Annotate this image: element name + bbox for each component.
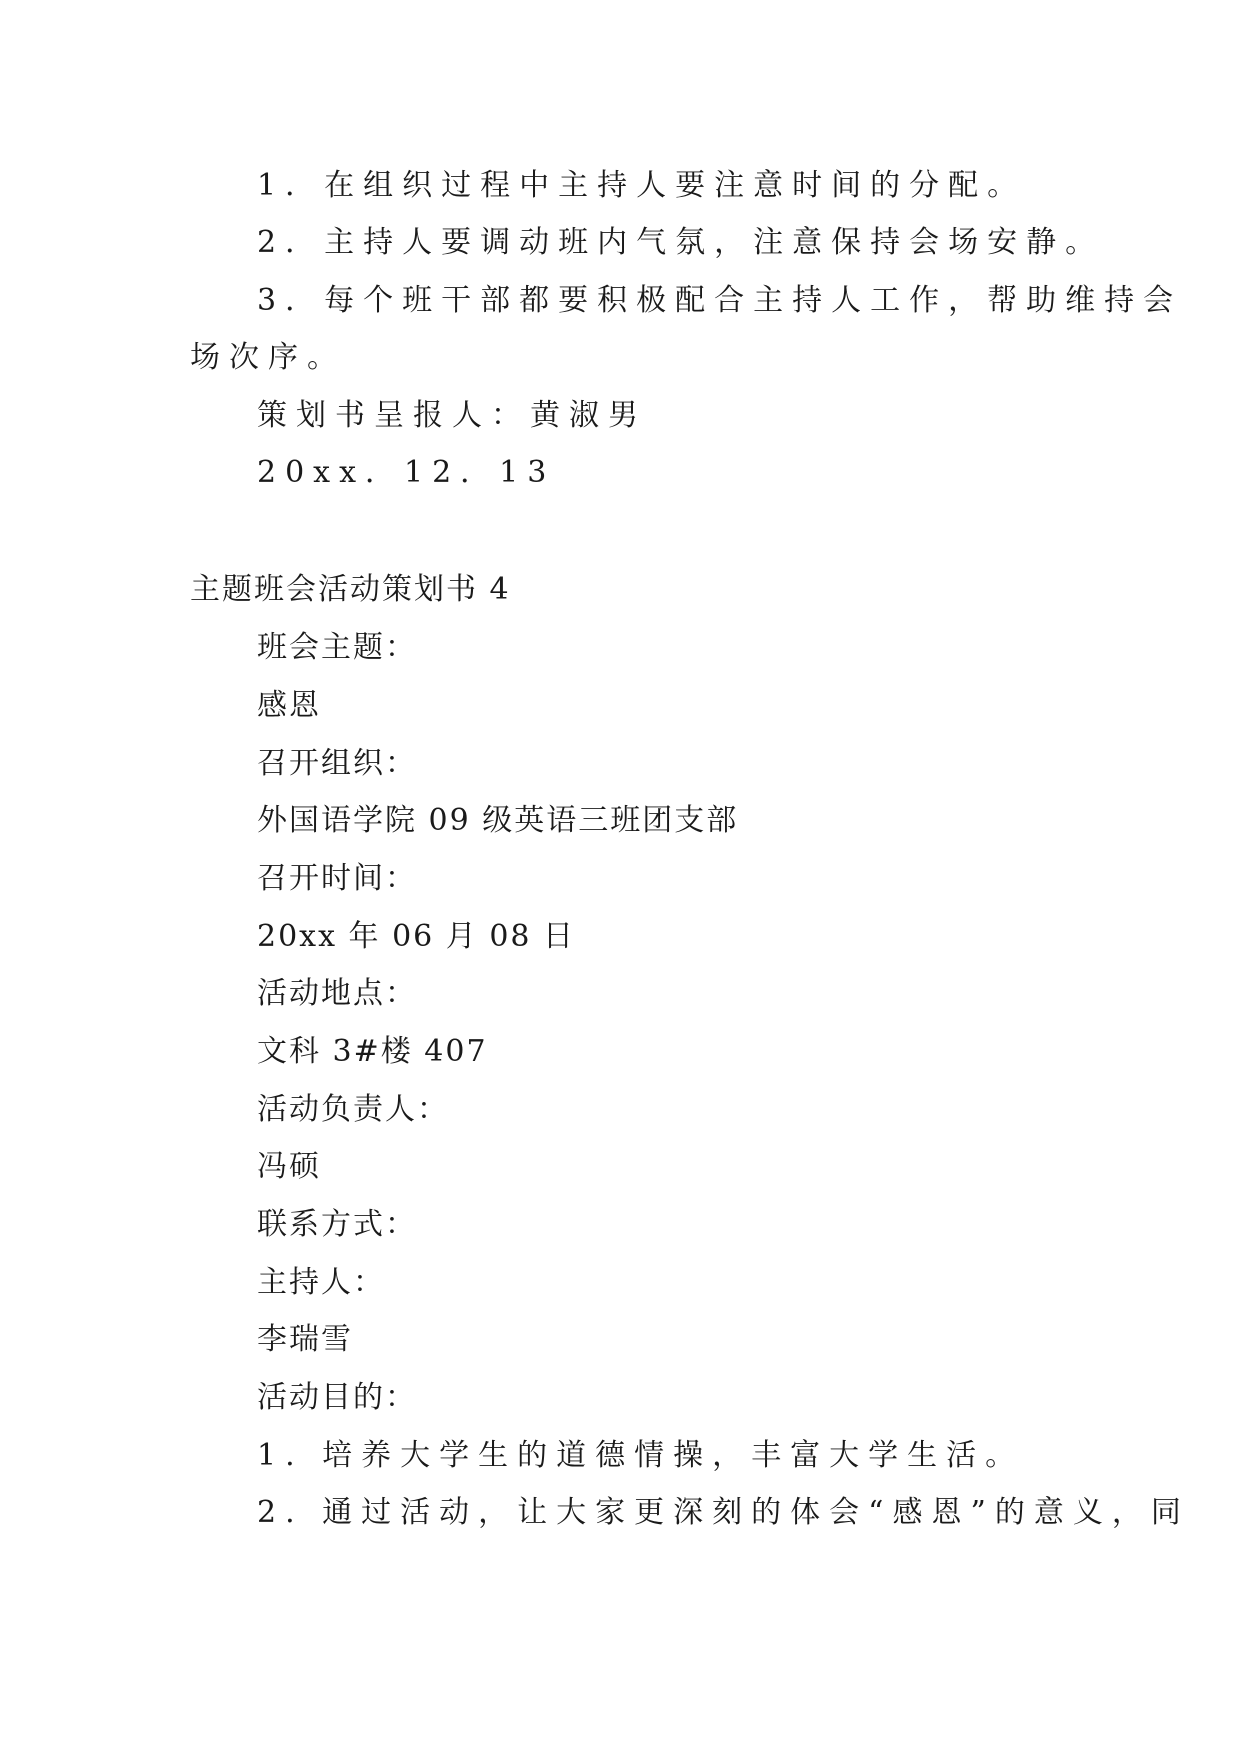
location-label: 活动地点：	[257, 976, 417, 1011]
note-item-3: 3．每个班干部都要积极配合主持人工作，帮助维持会	[257, 283, 1183, 318]
location-value: 文科 3#楼 407	[257, 1034, 488, 1069]
theme-value: 感恩	[257, 688, 321, 723]
contact-label: 联系方式：	[257, 1207, 417, 1242]
leader-label: 活动负责人：	[257, 1092, 449, 1127]
note-item-3-continued: 场次序。	[190, 340, 346, 375]
submitter-line: 策划书呈报人：黄淑男	[257, 398, 647, 433]
purpose-label: 活动目的：	[257, 1380, 417, 1415]
time-value: 20xx 年 06 月 08 日	[257, 919, 576, 954]
organizer-label: 召开组织：	[257, 746, 417, 781]
purpose-item-1: 1. 培养大学生的道德情操，丰富大学生活。	[257, 1438, 1025, 1473]
note-item-2: 2．主持人要调动班内气氛，注意保持会场安静。	[257, 225, 1105, 260]
theme-label: 班会主题：	[257, 630, 417, 665]
submission-date: 20xx．12．13	[257, 455, 556, 490]
organizer-value: 外国语学院 09 级英语三班团支部	[257, 803, 739, 838]
section-title: 主题班会活动策划书 4	[190, 572, 511, 607]
time-label: 召开时间：	[257, 861, 417, 896]
leader-value: 冯硕	[257, 1149, 321, 1184]
note-item-1: 1．在组织过程中主持人要注意时间的分配。	[257, 168, 1027, 203]
purpose-item-2: 2. 通过活动，让大家更深刻的体会“感恩”的意义，同	[257, 1495, 1190, 1530]
host-label: 主持人：	[257, 1265, 385, 1300]
host-value: 李瑞雪	[257, 1322, 353, 1357]
